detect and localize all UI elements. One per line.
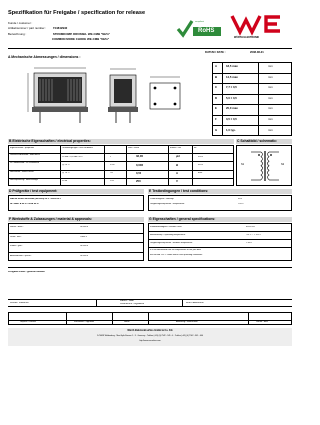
material-label: Abstandhalter / spacer :	[10, 254, 32, 257]
schematic-n2: N2	[281, 163, 285, 166]
company-name: Würth Elektronik eiSos GmbH & Co. KG	[127, 329, 173, 332]
dimension-unit: mm	[268, 128, 273, 132]
electrical-condition: @ 70 °C	[62, 172, 70, 175]
page-reference: SB-TF 1 V1.0	[272, 348, 282, 349]
dimension-unit: mm	[268, 118, 273, 122]
description-row	[8, 33, 110, 36]
description-label: Bezeichnung :	[8, 32, 27, 36]
electrical-condition: 10 kHz / 0,1 mA / 20°C	[62, 155, 84, 158]
dimension-value: 7,7 ± 0,5	[226, 86, 237, 90]
electrical-property: Nennstrom / rated current	[10, 170, 34, 173]
general-spec-value: 40/125/21	[246, 225, 256, 228]
brand-name: WÜRTH ELEKTRONIK	[234, 36, 260, 39]
section-a-title: A Mechanische Abmessungen / dimensions :	[8, 55, 81, 59]
company-web-link[interactable]: http://www.we-online.com	[139, 339, 161, 342]
dimension-value: 3,5 ± 0,5	[226, 118, 237, 122]
electrical-header: Wert / value	[128, 146, 140, 149]
section-f-title: F Werkstoffe & Zulassungen / material & approvals:	[9, 216, 93, 221]
release-label: Freigabe erteilt / general release:	[8, 271, 46, 273]
electrical-condition: @ 20 °C	[62, 163, 70, 166]
electrical-header: Testbedingungen / test conditions	[62, 146, 93, 149]
schematic-icon	[237, 146, 293, 187]
humidity-label: Luftfeuchtigkeit / humidity:	[150, 197, 175, 200]
description-en: COMMON MODE CHOKE WE-CMB "NiZn"	[52, 37, 110, 41]
electrical-header: tol.	[194, 146, 197, 149]
schematic-box	[236, 145, 292, 186]
section-d-title: D Prüfgeräte / test equipment:	[9, 188, 58, 193]
general-spec-label: Klimabeständigkeit / climatic class:	[150, 225, 182, 228]
material-value: UL94V-0	[80, 254, 89, 257]
general-note-2: not exceed 125°C under worst case operating conditions.	[150, 253, 203, 256]
dimension-value: 14,5 max	[226, 75, 238, 79]
we-logo-mark-icon	[230, 12, 292, 36]
dimension-key: C	[215, 86, 218, 90]
section-c-title: C Schaltbild / schematic:	[237, 138, 278, 143]
approved-header: Kontrolliert / approved	[74, 321, 95, 323]
test-equipment-line-1: WAYNE KERR WK3260B (WK3260) für L / used for L	[10, 197, 62, 200]
part-number-row	[8, 27, 67, 30]
dimension-key: B	[215, 75, 218, 79]
dimension-value: 5,0 ± 0,5	[226, 96, 237, 100]
approval-table	[8, 312, 292, 325]
electrical-unit: µH	[176, 155, 180, 159]
dimension-key: G	[215, 128, 218, 132]
general-spec-value: + 85 K	[246, 241, 253, 244]
customer-label: Kunde / customer :	[8, 21, 33, 25]
electrical-symbol: R DC	[110, 163, 116, 166]
dimension-value: 1,0 typ.	[226, 128, 236, 132]
dimension-drawing	[10, 63, 188, 137]
electrical-unit: V	[176, 180, 178, 184]
humidity-value: 33%	[238, 197, 243, 200]
part-number-value: 744842932	[52, 26, 68, 30]
we-logo	[230, 12, 292, 44]
electrical-unit: A	[176, 171, 179, 175]
dimension-key: F	[215, 118, 217, 122]
electrical-value: 0,50	[136, 171, 142, 175]
customer-row	[8, 22, 52, 25]
release-signature-label: Unterschrift / signature	[120, 303, 145, 306]
dimension-value: 18,5 max	[226, 65, 238, 69]
section-e-title: E Testbedingungen / test conditions:	[149, 188, 209, 193]
electrical-value: 250	[136, 180, 141, 184]
electrical-property: DC-Widerstand / DC-resistance	[10, 162, 40, 165]
release-customer-label: Kunde / customer	[10, 301, 29, 304]
date-value: 2008-08-21	[250, 51, 264, 54]
company-address: D-74638 Waldenburg · Max-Eyth-Strasse 1 - 3 · Germany · Telefon (+49) (0) 7942 - 945 - 0 · Telefax (+49) (0) 7942 - 945 - 400	[96, 335, 204, 337]
material-value: Class F	[80, 235, 88, 238]
material-label: Kleber / glue :	[10, 245, 23, 247]
rohs-compliant-text: compliant	[195, 21, 204, 23]
description-en-row	[52, 38, 109, 41]
material-value: UL94V-0	[80, 226, 89, 228]
dimension-unit: mm	[268, 107, 273, 111]
general-spec-label: Betriebstemp. / operating temperature:	[150, 233, 186, 236]
part-number-label: Artikelnummer / part number :	[8, 26, 47, 30]
dimension-unit: mm	[268, 75, 273, 79]
electrical-unit: Ω	[176, 163, 179, 167]
release-date-label: Datum / date	[120, 300, 134, 302]
general-spec-label: Umgebungstemperatur / ambient temperature:	[150, 241, 193, 244]
electrical-condition: 50 Hz	[62, 180, 68, 183]
electrical-symbol: L	[110, 155, 112, 158]
electrical-tolerance: max.	[198, 172, 203, 175]
electrical-tolerance: ±10%	[198, 163, 204, 166]
checked-header: Geprüft / checked	[20, 321, 37, 323]
date-header: Datum / date	[256, 321, 268, 323]
electrical-symbol: U N	[110, 180, 114, 183]
electrical-symbol: I N	[110, 172, 113, 175]
release-company-label: Würth Elektronik	[186, 301, 204, 304]
section-b-title: B Elektrische Eigenschaften / electrical properties:	[9, 138, 91, 143]
test-equipment-line-2: HP 34401 A für R / used for R	[10, 203, 39, 205]
dimension-unit: mm	[268, 96, 273, 100]
material-value: UL94V-0	[80, 245, 89, 247]
date-label: DATUM / DATE :	[205, 51, 226, 54]
temperature-value: +20°C	[238, 203, 244, 205]
electrical-tolerance: ±50%	[198, 155, 204, 158]
dimension-value: 20,0 max	[226, 107, 238, 111]
electrical-header: Einheit / unit	[170, 146, 182, 149]
dimension-key: E	[215, 107, 217, 111]
material-label: Sockel / base :	[10, 226, 24, 228]
material-label: Draht / wire :	[10, 235, 22, 238]
modification-header: Änderung / modification	[176, 321, 198, 323]
electrical-value: 32,00	[136, 155, 143, 159]
dimension-unit: mm	[268, 65, 273, 69]
section-g-title: G Eigenschaften / general specifications:	[149, 216, 216, 221]
dimension-key: D	[215, 96, 218, 100]
electrical-value: 0,006	[136, 163, 143, 167]
page-title: Spezifikation für Freigabe / specification for release	[8, 10, 146, 16]
company-footer	[8, 328, 292, 346]
schematic-n1: N1	[241, 163, 245, 166]
electrical-property: Leerlauf-Induktivität / inductance	[10, 154, 40, 157]
rohs-text: RoHS	[198, 28, 215, 34]
dimension-unit: mm	[268, 86, 273, 90]
general-note-1: It is recommended that the temperature of the part does	[150, 249, 202, 251]
electrical-header: Eigenschaften / properties	[10, 146, 35, 149]
electrical-property: Nennspannung / rated voltage	[10, 178, 38, 181]
general-spec-value: -25°C ~ + 125°C	[246, 233, 262, 236]
rohs-logo	[176, 18, 222, 38]
temperature-label: Umgebungstemperatur / temperature:	[150, 203, 185, 205]
dimension-key: A	[215, 65, 218, 69]
name-header: Name	[124, 321, 130, 323]
description-de: STROMKOMP. DROSSEL WE-CMB "NiZn"	[52, 32, 111, 36]
choke-drawing-icon	[10, 63, 188, 137]
